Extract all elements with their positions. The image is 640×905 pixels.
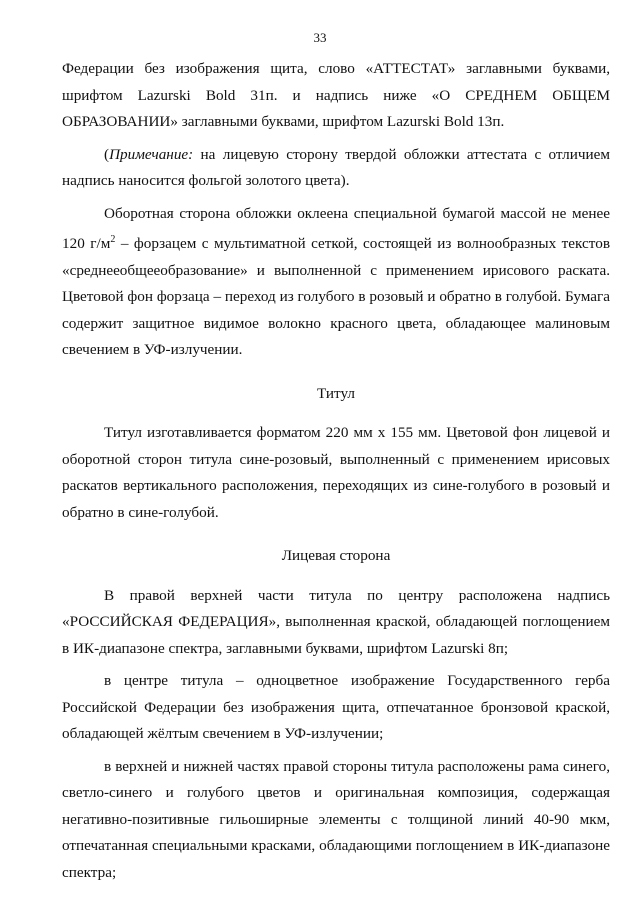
section-heading-title: Титул xyxy=(317,384,355,402)
page-number: 33 xyxy=(313,30,327,45)
document-body xyxy=(62,56,610,886)
note-text: на лицевую сторону твердой обложки аттестата с отличием надпись наносится фольгой золотого цвета). xyxy=(62,145,610,189)
cover-back-text-end: – форзацем с мультиматной сеткой, состоящей из волнообразных текстов «среднееобщееобразование» и выполненной с применением ирисового раската. Цветовой фон форзаца – переход из голубого в розовый и обратно в голубой. Бумага содержит защитное видимое волокно красного цвета, обладающее малиновым свечением в УФ-излучении. xyxy=(62,235,610,359)
paragraph-note xyxy=(62,142,610,195)
paragraph-russian-federation-inscription: В правой верхней части титула по центру расположена надпись «РОССИЙСКАЯ ФЕДЕРАЦИЯ», выполненная краской, обладающей поглощением в ИК-диапазоне спектра, заглавными буквами, шрифтом Lazurski 8п; xyxy=(62,586,610,657)
paragraph-cover-back xyxy=(62,201,610,364)
note-label: Примечание: xyxy=(109,145,194,163)
note-open-paren: ( xyxy=(104,145,110,163)
paragraph-title-format: Титул изготавливается форматом 220 мм х 155 мм. Цветовой фон лицевой и оборотной сторон титула сине-розовый, выполненный с применением ирисовых раскатов вертикального расположения, переходящих из сине-голубого в розовый и обратно в сине-голубой. xyxy=(62,424,610,521)
paragraph-frame-composition: в верхней и нижней частях правой стороны титула расположены рама синего, светло-синего и голубого цветов и оригинальная композиция, содержащая негативно-позитивные гильоширные элементы с толщиной линий 40-90 мкм, отпечатанная специальными красками, обладающими поглощением в ИК-диапазоне спектра; xyxy=(62,757,610,881)
cover-back-text-start: Оборотная сторона обложки оклеена специальной бумагой массой не менее 120 г/м xyxy=(62,204,610,253)
paragraph-coat-of-arms: в центре титула – одноцветное изображение Государственного герба Российской Федерации без изображения щита, отпечатанное бронзовой краской, обладающей жёлтым свечением в УФ-излучении; xyxy=(62,672,610,743)
paragraph-continuation: Федерации без изображения щита, слово «АТТЕСТАТ» заглавными буквами, шрифтом Lazurski Bold 31п. и надпись ниже «О СРЕДНЕМ ОБЩЕМ ОБРАЗОВАНИИ» заглавными буквами, шрифтом Lazurski Bold 13п. xyxy=(62,60,610,130)
section-heading-front-side: Лицевая сторона xyxy=(281,547,391,565)
superscript-two: 2 xyxy=(110,234,116,245)
